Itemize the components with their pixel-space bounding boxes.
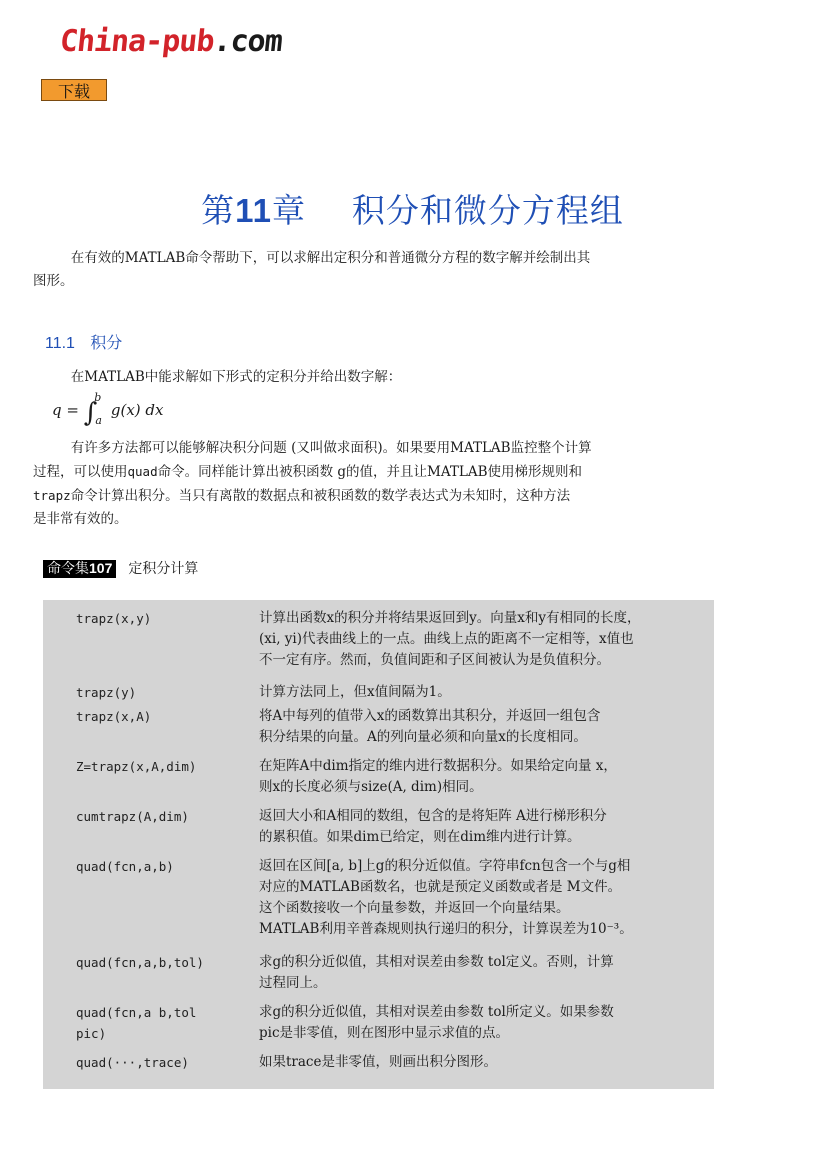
formula-integrand: g(x) dx [110,401,164,419]
command-cell: Z=trapz(x,A,dim) [76,759,197,774]
description-cell: 在矩阵A中dim指定的维内进行数据积分。如果给定向量 x， 则x的长度必须与size(A, dim)相同。 [259,758,617,795]
command-cell: cumtrapz(A,dim) [76,809,189,824]
command-set-tag: 命令集107 [43,560,116,578]
methods-line-2: 过程，可以使用quad命令。同样能计算出被积函数 g的值，并且让MATLAB使用梯形规则和 [33,464,583,480]
section-heading [45,330,122,353]
formula-upper-limit: b [94,391,102,404]
methods-line-1: 有许多方法都可以能够解决积分问题 (又叫做求面积)。如果要用MATLAB监控整个计算 [70,440,592,456]
integral-sign-icon: ∫ [83,398,98,428]
chapter-title [0,185,825,232]
formula-lower-limit: a [95,414,102,427]
code-quad: quad [127,464,158,479]
command-table [43,600,714,1089]
command-cell: quad(fcn,a b,tol pic) [76,1005,197,1041]
section-number: 11.1 [45,335,75,352]
download-button[interactable]: 下载 [41,79,107,101]
command-cell: quad(···,trace) [76,1055,189,1070]
description-cell: 将A中每列的值带入x的函数算出其积分，并返回一组包含 积分结果的向量。A的列向量必须和向量x的长度相同。 [259,708,601,745]
logo-domain: .com [211,24,284,59]
command-set-title: 定积分计算 [128,561,199,577]
command-cell: trapz(x,y) [76,611,152,626]
intro-line-2: 图形。 [33,273,74,289]
section-title: 积分 [90,333,123,352]
formula-lhs: q = [52,401,79,419]
command-cell: trapz(x,A) [76,709,152,724]
chapter-prefix: 第 [201,191,236,230]
code-trapz: trapz [33,488,71,503]
command-set-heading [43,558,198,578]
description-cell: 计算出函数x的积分并将结果返回到y。向量x和y有相同的长度， (xi, yi)代表曲线上的一点。曲线上点的距离不一定相等，x值也 不一定有序。然而，负值间距和子区间被认为是负值积分。 [259,610,641,668]
command-cell: trapz(y) [76,685,137,700]
description-cell: 计算方法同上，但x值间隔为1。 [259,684,451,700]
chapter-number: 11 [235,192,272,229]
command-cell: quad(fcn,a,b) [76,859,174,874]
description-cell: 求g的积分近似值，其相对误差由参数 tol所定义。如果参数 pic是非零值，则在图形中显示求值的点。 [259,1004,614,1041]
description-cell: 返回在区间[a, b]上g的积分近似值。字符串fcn包含一个与g相 对应的MATLAB函数名，也就是预定义函数或者是 M文件。 这个函数接收一个向量参数，并返回一个向量结果。 MATLAB利用辛普森规则执行递归的积分，计算误差为10⁻³。 [259,858,633,937]
intro-line-1: 在有效的MATLAB命令帮助下，可以求解出定积分和普通微分方程的数字解并绘制出其 [70,250,591,266]
description-cell: 求g的积分近似值，其相对误差由参数 tol定义。否则，计算 过程同上。 [259,954,614,991]
methods-line-4: 是非常有效的。 [33,511,128,527]
methods-paragraph [33,437,717,531]
section-intro: 在MATLAB中能求解如下形式的定积分并给出数字解： [70,369,402,385]
methods-line-3: trapz命令计算出积分。当只有离散的数据点和被积函数的数学表达式为未知时，这种方法 [33,488,571,504]
description-cell: 如果trace是非零值，则画出积分图形。 [259,1054,497,1070]
chapter-name: 积分和微分方程组 [351,191,624,230]
logo-text: China-pub [58,24,216,59]
chapter-suffix: 章 [271,191,306,230]
china-pub-logo[interactable] [58,24,283,59]
integral-formula [52,391,164,428]
intro-paragraph [33,247,717,293]
command-cell: quad(fcn,a,b,tol) [76,955,204,970]
description-cell: 返回大小和A相同的数组，包含的是将矩阵 A进行梯形积分 的累积值。如果dim已给定，则在dim维内进行计算。 [259,808,607,845]
